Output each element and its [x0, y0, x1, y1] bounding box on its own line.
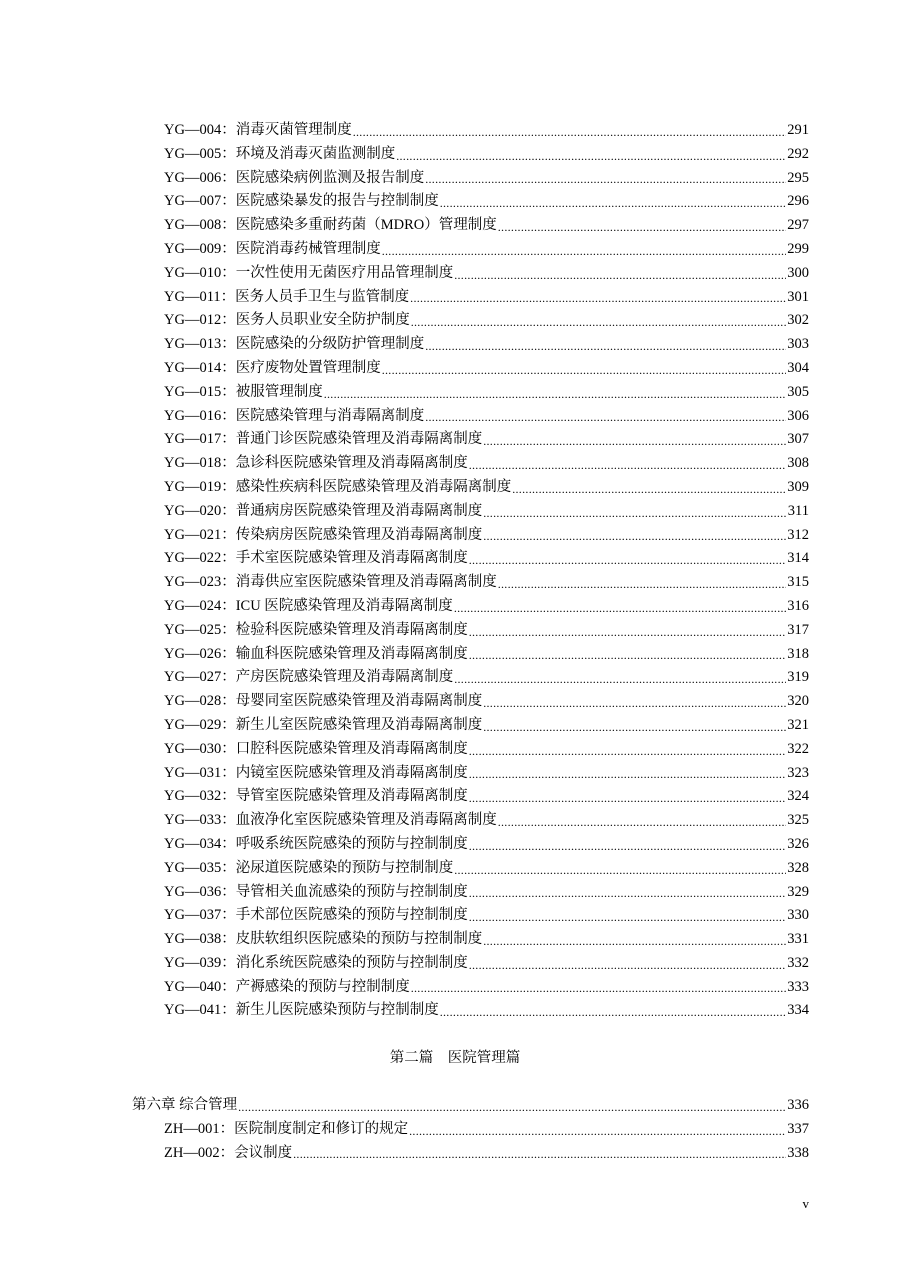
entry-title: 医院感染暴发的报告与控制制度 [235, 193, 439, 210]
toc-section-zh [0, 1118, 910, 1166]
toc-entry[interactable] [164, 857, 809, 881]
entry-page-number: 324 [787, 788, 809, 805]
toc-entry[interactable] [164, 666, 809, 690]
dot-leader [353, 119, 787, 143]
toc-entry[interactable] [164, 762, 809, 786]
dot-leader [293, 1142, 786, 1166]
entry-page-number: 318 [787, 645, 809, 662]
dot-leader [469, 881, 787, 905]
entry-code: YG—029： [164, 716, 236, 733]
entry-title: 皮肤软组织医院感染的预防与控制制度 [235, 931, 483, 948]
entry-code: YG—019： [164, 478, 236, 495]
toc-entry[interactable] [164, 405, 809, 429]
toc-entry[interactable] [164, 809, 809, 833]
entry-page-number: 297 [787, 217, 809, 234]
dot-leader [469, 547, 787, 571]
entry-code: YG—013： [164, 336, 236, 353]
entry-code: YG—032： [164, 788, 236, 805]
entry-code: ZH—002： [164, 1144, 235, 1161]
dot-leader [396, 143, 786, 167]
toc-entry[interactable] [164, 571, 809, 595]
entry-code: YG—018： [164, 455, 236, 472]
dot-leader [498, 571, 787, 595]
entry-page-number: 304 [787, 359, 809, 376]
toc-entry[interactable] [164, 190, 809, 214]
entry-title: 传染病房医院感染管理及消毒隔离制度 [235, 526, 483, 543]
entry-title: 环境及消毒灭菌监测制度 [235, 145, 396, 162]
entry-code: YG—008： [164, 217, 236, 234]
dot-leader [498, 809, 787, 833]
entry-code: YG—025： [164, 621, 236, 638]
entry-title: 新生儿医院感染预防与控制制度 [235, 1002, 439, 1019]
dot-leader [483, 428, 786, 452]
entry-code: YG—040： [164, 978, 236, 995]
entry-code: YG—023： [164, 574, 236, 591]
entry-page-number: 299 [787, 240, 809, 257]
dot-leader [469, 738, 787, 762]
dot-leader [469, 785, 787, 809]
entry-code: YG—039： [164, 954, 236, 971]
entry-code: YG—006： [164, 169, 236, 186]
entry-page-number: 314 [787, 550, 809, 567]
entry-page-number: 306 [787, 407, 809, 424]
dot-leader [324, 381, 787, 405]
dot-leader [425, 333, 786, 357]
entry-code: YG—020： [164, 502, 236, 519]
entry-page-number: 301 [787, 288, 809, 305]
entry-code: YG—017： [164, 431, 236, 448]
entry-code: YG—012： [164, 312, 236, 329]
toc-entry[interactable] [164, 595, 809, 619]
toc-entry[interactable] [164, 262, 809, 286]
toc-entry[interactable] [164, 999, 809, 1023]
entry-title: 医务人员职业安全防护制度 [235, 312, 410, 329]
dot-leader [469, 952, 787, 976]
toc-entry[interactable] [164, 476, 809, 500]
toc-entry[interactable] [164, 738, 809, 762]
entry-code: ZH—001： [164, 1120, 235, 1137]
toc-entry[interactable] [164, 238, 809, 262]
entry-code: YG—016： [164, 407, 236, 424]
entry-page-number: 308 [787, 455, 809, 472]
chapter-title: 第六章 综合管理 [132, 1097, 238, 1114]
entry-page-number: 334 [787, 1002, 809, 1019]
entry-page-number: 296 [787, 193, 809, 210]
dot-leader [411, 976, 787, 1000]
toc-entry[interactable] [164, 619, 809, 643]
entry-title: 检验科医院感染管理及消毒隔离制度 [235, 621, 468, 638]
entry-title: 医院感染多重耐药菌（MDRO）管理制度 [235, 217, 497, 234]
toc-chapter-row[interactable] [132, 1094, 809, 1118]
toc-entry[interactable] [164, 547, 809, 571]
entry-page-number: 338 [787, 1144, 809, 1161]
table-of-contents [0, 119, 910, 1165]
entry-title: 医院感染病例监测及报告制度 [235, 169, 425, 186]
dot-leader [425, 167, 786, 191]
dot-leader [512, 476, 786, 500]
entry-page-number: 307 [787, 431, 809, 448]
entry-code: YG—041： [164, 1002, 236, 1019]
entry-page-number: 303 [787, 336, 809, 353]
entry-page-number: 292 [787, 145, 809, 162]
entry-title: 泌尿道医院感染的预防与控制制度 [235, 859, 454, 876]
toc-entry[interactable] [164, 381, 809, 405]
toc-entry[interactable] [164, 214, 809, 238]
entry-code: YG—027： [164, 669, 236, 686]
entry-page-number: 311 [787, 502, 809, 519]
entry-title: 消毒供应室医院感染管理及消毒隔离制度 [235, 574, 497, 591]
entry-title: 手术部位医院感染的预防与控制制度 [235, 907, 468, 924]
entry-page-number: 328 [787, 859, 809, 876]
dot-leader [469, 643, 787, 667]
entry-title: 普通病房医院感染管理及消毒隔离制度 [235, 502, 483, 519]
entry-code: YG—038： [164, 931, 236, 948]
entry-page-number: 323 [787, 764, 809, 781]
entry-page-number: 319 [787, 669, 809, 686]
dot-leader [454, 666, 786, 690]
entry-title: 内镜室医院感染管理及消毒隔离制度 [235, 764, 468, 781]
entry-page-number: 305 [787, 383, 809, 400]
entry-page-number: 291 [787, 122, 809, 138]
toc-entry[interactable] [164, 690, 809, 714]
entry-code: YG—011： [164, 288, 236, 305]
entry-page-number: 317 [787, 621, 809, 638]
dot-leader [238, 1094, 786, 1118]
chapter-page-number: 336 [787, 1097, 809, 1114]
entry-page-number: 316 [787, 597, 809, 614]
entry-page-number: 315 [787, 574, 809, 591]
entry-code: YG—021： [164, 526, 236, 543]
entry-code: YG—022： [164, 550, 236, 567]
dot-leader [483, 928, 786, 952]
dot-leader [483, 690, 786, 714]
entry-title: 手术室医院感染管理及消毒隔离制度 [235, 550, 468, 567]
entry-title: 输血科医院感染管理及消毒隔离制度 [235, 645, 468, 662]
entry-title: 一次性使用无菌医疗用品管理制度 [235, 264, 454, 281]
entry-page-number: 322 [787, 740, 809, 757]
toc-entry[interactable] [164, 1142, 809, 1166]
toc-entry[interactable] [164, 452, 809, 476]
part-heading: 第二篇 医院管理篇 [389, 1050, 521, 1067]
dot-leader [498, 214, 787, 238]
entry-title: 医院感染管理与消毒隔离制度 [235, 407, 425, 424]
entry-title: 医疗废物处置管理制度 [235, 359, 381, 376]
dot-leader [411, 309, 787, 333]
dot-leader [425, 405, 786, 429]
entry-title: 产褥感染的预防与控制制度 [235, 978, 410, 995]
entry-title: 感染性疾病科医院感染管理及消毒隔离制度 [235, 478, 512, 495]
entry-page-number: 321 [787, 716, 809, 733]
entry-code: YG—037： [164, 907, 236, 924]
entry-page-number: 320 [787, 693, 809, 710]
toc-entry[interactable] [164, 1118, 809, 1142]
dot-leader [483, 714, 786, 738]
entry-title: 急诊科医院感染管理及消毒隔离制度 [235, 455, 468, 472]
entry-code: YG—031： [164, 764, 236, 781]
entry-title: 呼吸系统医院感染的预防与控制制度 [235, 835, 468, 852]
entry-code: YG—014： [164, 359, 236, 376]
entry-code: YG—005： [164, 145, 236, 162]
dot-leader [382, 357, 787, 381]
toc-entry[interactable] [164, 833, 809, 857]
entry-page-number: 330 [787, 907, 809, 924]
toc-entry[interactable] [164, 428, 809, 452]
entry-page-number: 309 [787, 478, 809, 495]
entry-code: YG—034： [164, 835, 236, 852]
entry-title: 母婴同室医院感染管理及消毒隔离制度 [235, 693, 483, 710]
toc-entry[interactable] [164, 928, 809, 952]
entry-title: 口腔科医院感染管理及消毒隔离制度 [235, 740, 468, 757]
entry-page-number: 325 [787, 812, 809, 829]
dot-leader [440, 190, 787, 214]
footer-page-number: v [802, 1196, 809, 1211]
toc-entry[interactable] [164, 500, 809, 524]
toc-entry[interactable] [164, 309, 809, 333]
toc-entry[interactable] [164, 119, 809, 143]
entry-title: 血液净化室医院感染管理及消毒隔离制度 [235, 812, 497, 829]
entry-page-number: 329 [787, 883, 809, 900]
toc-entry[interactable] [164, 952, 809, 976]
dot-leader [454, 595, 786, 619]
entry-page-number: 332 [787, 954, 809, 971]
entry-title: 医院消毒药械管理制度 [235, 240, 381, 257]
dot-leader [409, 1118, 786, 1142]
dot-leader [483, 500, 787, 524]
toc-entry[interactable] [164, 143, 809, 167]
toc-entry[interactable] [164, 357, 809, 381]
entry-title: 新生儿室医院感染管理及消毒隔离制度 [235, 716, 483, 733]
entry-code: YG—004： [164, 122, 236, 138]
entry-title: 会议制度 [234, 1144, 293, 1161]
toc-entry[interactable] [164, 881, 809, 905]
toc-section-yg [0, 119, 910, 1023]
entry-code: YG—028： [164, 693, 236, 710]
toc-entry[interactable] [164, 167, 809, 191]
dot-leader [410, 286, 786, 310]
entry-title: 导管室医院感染管理及消毒隔离制度 [235, 788, 468, 805]
dot-leader [469, 762, 787, 786]
entry-title: 医院感染的分级防护管理制度 [235, 336, 425, 353]
entry-page-number: 300 [787, 264, 809, 281]
entry-code: YG—009： [164, 240, 236, 257]
toc-entry[interactable] [164, 904, 809, 928]
dot-leader [382, 238, 787, 262]
dot-leader [469, 452, 787, 476]
entry-page-number: 312 [787, 526, 809, 543]
dot-leader [469, 619, 787, 643]
dot-leader [454, 262, 786, 286]
entry-page-number: 333 [787, 978, 809, 995]
entry-code: YG—007： [164, 193, 236, 210]
entry-title: 消毒灭菌管理制度 [235, 122, 352, 138]
entry-page-number: 302 [787, 312, 809, 329]
toc-entry[interactable] [164, 333, 809, 357]
entry-title: 导管相关血流感染的预防与控制制度 [235, 883, 468, 900]
entry-code: YG—024： [164, 597, 236, 614]
entry-title: 产房医院感染管理及消毒隔离制度 [235, 669, 454, 686]
entry-code: YG—036： [164, 883, 236, 900]
entry-page-number: 331 [787, 931, 809, 948]
entry-title: 医务人员手卫生与监管制度 [235, 288, 410, 305]
entry-title: 被服管理制度 [235, 383, 323, 400]
entry-code: YG—035： [164, 859, 236, 876]
dot-leader [483, 524, 786, 548]
dot-leader [469, 833, 787, 857]
toc-entry[interactable] [164, 785, 809, 809]
toc-entry[interactable] [164, 714, 809, 738]
entry-code: YG—030： [164, 740, 236, 757]
entry-title: 消化系统医院感染的预防与控制制度 [235, 954, 468, 971]
entry-code: YG—015： [164, 383, 236, 400]
toc-entry[interactable] [164, 286, 809, 310]
entry-title: 普通门诊医院感染管理及消毒隔离制度 [235, 431, 483, 448]
entry-code: YG—033： [164, 812, 236, 829]
entry-page-number: 326 [787, 835, 809, 852]
entry-code: YG—010： [164, 264, 236, 281]
entry-page-number: 337 [787, 1120, 809, 1137]
toc-entry[interactable] [164, 643, 809, 667]
entry-code: YG—026： [164, 645, 236, 662]
dot-leader [440, 999, 787, 1023]
entry-page-number: 295 [787, 169, 809, 186]
dot-leader [469, 904, 787, 928]
toc-entry[interactable] [164, 524, 809, 548]
entry-title: 医院制度制定和修订的规定 [234, 1120, 409, 1137]
toc-entry[interactable] [164, 976, 809, 1000]
entry-title: ICU 医院感染管理及消毒隔离制度 [235, 597, 453, 614]
dot-leader [454, 857, 786, 881]
